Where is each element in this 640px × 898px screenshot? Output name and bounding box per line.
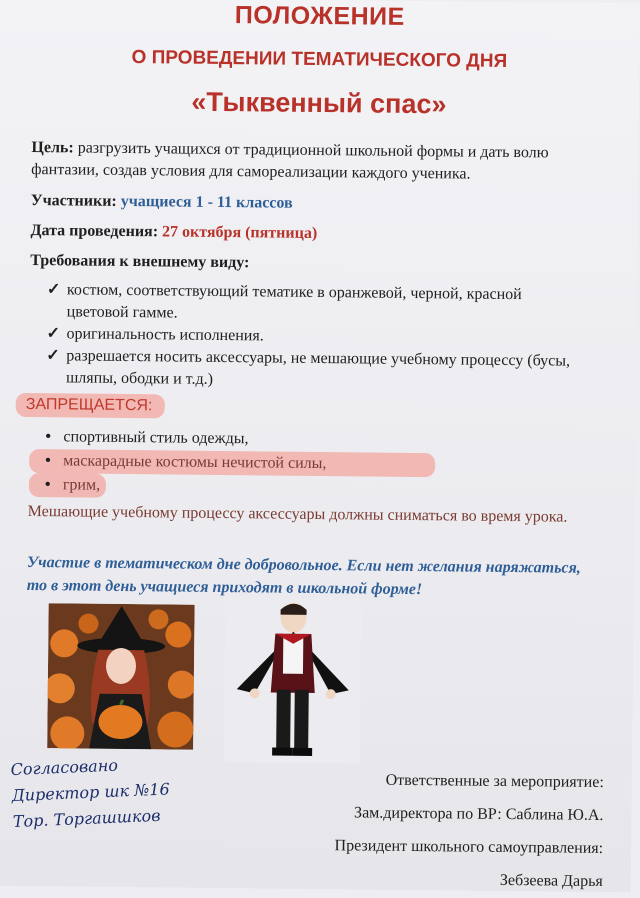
- event-name: «Тыквенный спас»: [191, 86, 447, 120]
- check-icon: ✓: [46, 325, 60, 343]
- bullet-icon: •: [44, 476, 51, 494]
- date-label: Дата проведения:: [30, 221, 159, 241]
- requirements-list: [46, 279, 587, 395]
- vampire-costume-photo: [224, 597, 362, 763]
- list-item: • грим,: [35, 473, 435, 501]
- participants-value: учащиеся 1 - 11 классов: [120, 192, 293, 212]
- list-item: • спортивный стиль одежды,: [35, 425, 435, 453]
- bullet-icon: •: [45, 428, 52, 446]
- date-line: [30, 220, 590, 248]
- forbidden-label: ЗАПРЕЩАЕТСЯ:: [16, 393, 165, 419]
- list-item: ✓ разрешается носить аксессуары, не мешающие учебному процессу (бусы, шляпы, ободки и т.д.): [46, 347, 571, 388]
- deputy-line: Зам.директора по ВР: Саблина Ю.А.: [354, 804, 604, 825]
- requirements-label: Требования к внешнему виду:: [30, 251, 250, 272]
- responsible-label: Ответственные за мероприятие:: [385, 771, 604, 792]
- goal-paragraph: [31, 137, 591, 187]
- participants-line: [31, 190, 591, 218]
- president-name: Зебзеева Дарья: [499, 871, 603, 891]
- approval-signature: Согласовано Директор шк №16 Тор. Торгашшков: [10, 755, 171, 832]
- list-item: • маскарадные костюмы нечистой силы,: [29, 449, 435, 477]
- list-item: ✓ костюм, соответствующий тематике в оранжевой, черной, красной цветовой гамме.: [46, 281, 522, 322]
- date-value: 27 октября (пятница): [161, 223, 318, 242]
- list-item: ✓ оригинальность исполнения.: [46, 325, 264, 345]
- participants-label: Участники:: [30, 191, 117, 210]
- witch-costume-photo: [47, 603, 195, 750]
- accessories-note: Мешающие учебному процессу аксессуары должны сниматься во время урока.: [27, 502, 568, 526]
- bullet-icon: •: [45, 452, 51, 470]
- goal-text: разгрузить учащихся от традиционной школьной формы и дать волю фантазии, создав условия для самореализации каждого ученика.: [31, 139, 549, 183]
- responsible-block: [334, 763, 604, 898]
- document-subtitle: О ПРОВЕДЕНИИ ТЕМАТИЧЕСКОГО ДНЯ: [131, 47, 508, 72]
- goal-label: Цель:: [31, 138, 74, 157]
- president-label: Президент школьного самоуправления:: [334, 837, 604, 858]
- voluntary-note: Участие в тематическом дне добровольное. Если нет желания наряжаться, то в этот день учащиеся приходят в школьной форме!: [26, 553, 581, 599]
- check-icon: ✓: [46, 347, 60, 365]
- check-icon: ✓: [46, 281, 61, 299]
- document-title: ПОЛОЖЕНИЕ: [234, 1, 405, 31]
- forbidden-list: [35, 425, 436, 501]
